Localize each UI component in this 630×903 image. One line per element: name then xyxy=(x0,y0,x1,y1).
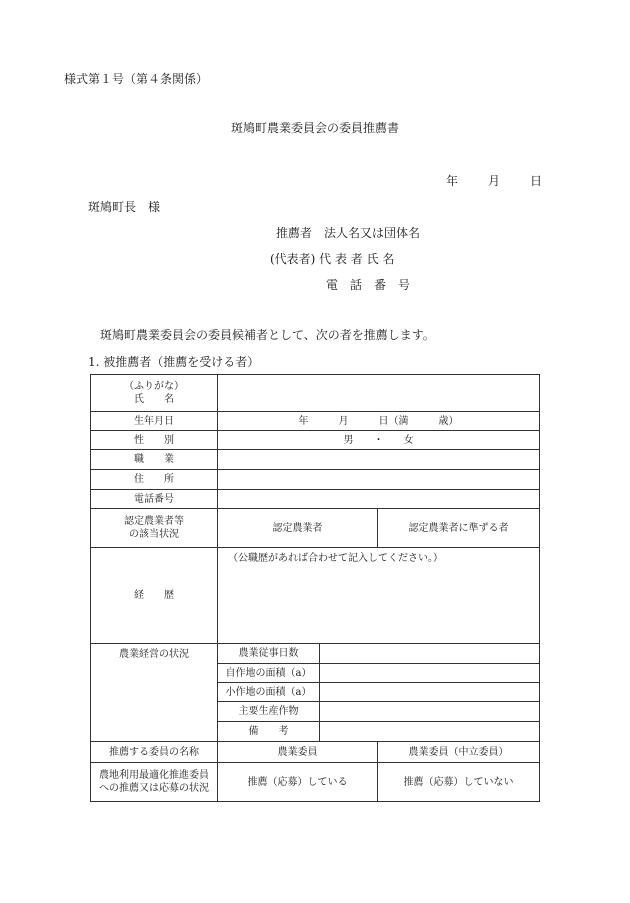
own-area-label: 自作地の面積（a） xyxy=(218,664,320,683)
recommender-org-label: 推薦者 法人名又は団体名 xyxy=(276,226,421,240)
date-line xyxy=(446,172,542,189)
row-address xyxy=(91,470,540,490)
row-farmland-committee xyxy=(91,763,540,802)
own-area-field[interactable] xyxy=(320,664,540,683)
date-day: 日 xyxy=(530,174,543,188)
row-certified xyxy=(91,509,540,548)
name-label xyxy=(91,375,218,412)
birthdate-field[interactable]: 年 月 日（満 歳） xyxy=(218,412,540,431)
row-gender xyxy=(91,431,540,450)
date-year: 年 xyxy=(446,174,459,188)
farm-days-label: 農業従事日数 xyxy=(218,644,320,664)
gender-field[interactable]: 男 ・ 女 xyxy=(218,431,540,450)
intro-text: 斑鳩町農業委員会の委員候補者として、次の者を推薦します。 xyxy=(100,328,435,342)
section-heading: 1. 被推薦者（推薦を受ける者） xyxy=(88,355,260,369)
remarks-field[interactable] xyxy=(320,722,540,742)
form-number: 様式第１号（第４条関係） xyxy=(64,72,209,86)
farm-status-label: 農業経営の状況 xyxy=(91,644,218,742)
remarks-label: 備 考 xyxy=(218,722,320,742)
row-phone xyxy=(91,490,540,509)
committee-option-1[interactable]: 農業委員 xyxy=(218,742,378,763)
certified-label-line2: の該当状況 xyxy=(129,529,179,540)
row-occupation xyxy=(91,450,540,470)
date-month: 月 xyxy=(488,174,501,188)
address-label: 住 所 xyxy=(91,470,218,490)
tenant-area-label: 小作地の面積（a） xyxy=(218,683,320,702)
birthdate-label: 生年月日 xyxy=(91,412,218,431)
occupation-label: 職 業 xyxy=(91,450,218,470)
furigana-label: （ふりがな） xyxy=(124,381,184,392)
farmland-label-line1: 農地利用最適化推進委員 xyxy=(99,770,209,781)
row-birthdate xyxy=(91,412,540,431)
career-note: （公職歴があれば合わせて記入してください。） xyxy=(228,553,443,564)
farmland-label-line2: への推薦又は応募の状況 xyxy=(99,783,209,794)
career-label: 経 歴 xyxy=(91,548,218,644)
name-field[interactable] xyxy=(218,375,540,412)
candidate-table xyxy=(90,374,540,802)
main-crops-label: 主要生産作物 xyxy=(218,702,320,722)
tenant-area-field[interactable] xyxy=(320,683,540,702)
recommender-rep-label: (代表者) 代 表 者 氏 名 xyxy=(270,252,395,266)
addressee: 斑鳩町長 様 xyxy=(88,200,161,214)
career-field[interactable] xyxy=(218,548,540,644)
name-label-text: 氏 名 xyxy=(134,394,174,405)
farmland-label xyxy=(91,763,218,802)
certified-option-1[interactable]: 認定農業者 xyxy=(218,509,378,548)
row-farm-days xyxy=(91,644,540,664)
farmland-option-2[interactable]: 推薦（応募）していない xyxy=(378,763,540,802)
farm-days-field[interactable] xyxy=(320,644,540,664)
phone-field[interactable] xyxy=(218,490,540,509)
address-field[interactable] xyxy=(218,470,540,490)
certified-label xyxy=(91,509,218,548)
row-name xyxy=(91,375,540,412)
occupation-field[interactable] xyxy=(218,450,540,470)
gender-label: 性 別 xyxy=(91,431,218,450)
committee-option-2[interactable]: 農業委員（中立委員） xyxy=(378,742,540,763)
main-crops-field[interactable] xyxy=(320,702,540,722)
farmland-option-1[interactable]: 推薦（応募）している xyxy=(218,763,378,802)
recommender-phone-label: 電 話 番 号 xyxy=(326,278,411,292)
certified-option-2[interactable]: 認定農業者に準ずる者 xyxy=(378,509,540,548)
row-committee xyxy=(91,742,540,763)
document-title: 斑鳩町農業委員会の委員推薦書 xyxy=(230,121,399,135)
row-career xyxy=(91,548,540,644)
phone-label: 電話番号 xyxy=(91,490,218,509)
certified-label-line1: 認定農業者等 xyxy=(124,516,184,527)
committee-label: 推薦する委員の名称 xyxy=(91,742,218,763)
